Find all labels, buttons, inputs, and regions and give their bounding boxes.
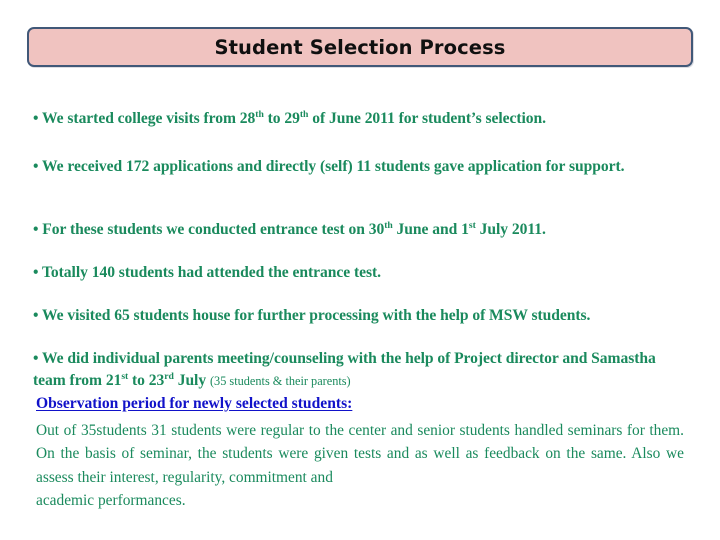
page-title: Student Selection Process [214,35,506,59]
bullet-sub-note: (35 students & their parents) [209,373,351,388]
bullet-text: We visited 65 students house for further processing with the help of MSW students. [42,306,591,324]
bullet-item-3 [33,219,693,241]
bullet-text: We did individual parents meeting/counseling with the help of Project director and Samastha team from 21st to 23rd July (35 students & their parents) [33,349,656,389]
bullet-marker: • [33,263,39,281]
bullet-item-2 [33,156,641,178]
slide-title-banner [27,27,693,67]
bullet-marker: • [33,349,39,367]
bullet-marker: • [33,220,39,238]
bullet-item-1 [33,108,693,130]
ordinal-suffix: st [468,219,476,231]
observation-paragraph-last-line: academic performances. [36,492,186,510]
bullet-item-4 [33,262,693,284]
bullet-text: For these students we conducted entrance test on 30th June and 1st July 2011. [42,219,546,238]
bullet-item-5 [33,305,705,327]
observation-heading: Observation period for newly selected students: [36,395,353,412]
bullet-item-6 [33,348,673,392]
ordinal-suffix: th [255,108,264,120]
ordinal-suffix: th [384,219,393,231]
ordinal-suffix: rd [164,370,174,382]
bullet-marker: • [33,109,39,127]
observation-paragraph-main: Out of 35students 31 students were regular to the center and senior students handled seminars for them. On the basis of seminar, the students were given tests and as well as feedback on the same. Also we assess their interest, regularity, commitment and [36,422,684,486]
slide-body [0,82,720,540]
ordinal-suffix: st [121,370,129,382]
bullet-text: Totally 140 students had attended the entrance test. [42,263,382,281]
bullet-text: We started college visits from 28th to 29th of June 2011 for student’s selection. [42,108,547,127]
ordinal-suffix: th [299,108,309,120]
bullet-text: We received 172 applications and directly (self) 11 students gave application for support. [42,157,625,175]
bullet-marker: • [33,306,39,324]
bullet-marker: • [33,157,39,175]
observation-paragraph [36,419,684,513]
